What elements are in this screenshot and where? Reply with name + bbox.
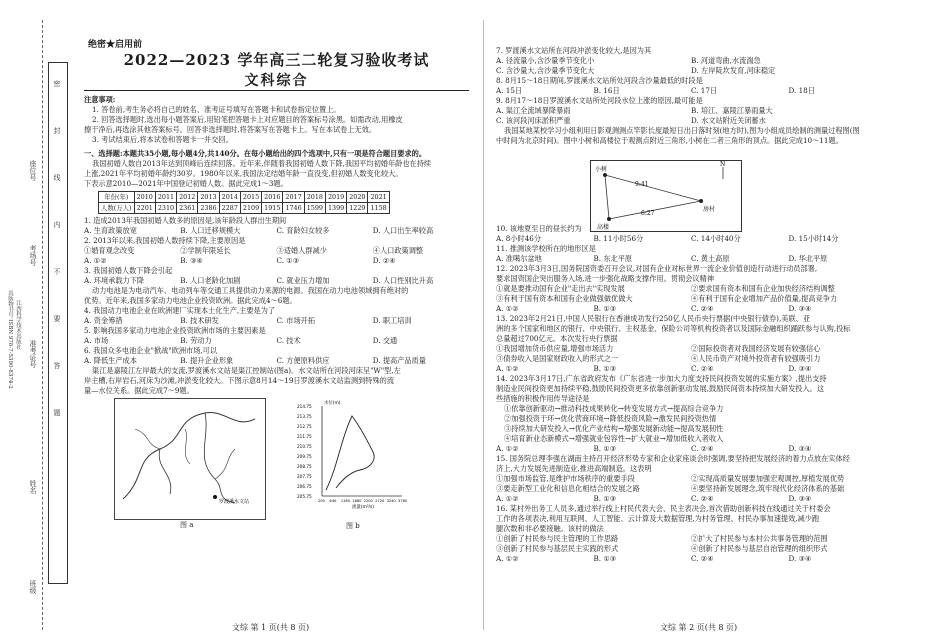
table-cell: 2014 <box>219 192 240 203</box>
answer-option: C. 14小时40分 <box>691 234 741 243</box>
figures <box>84 398 469 530</box>
answer-option: C. 方便原料供应 <box>276 356 330 365</box>
answer-option: ①婚育观念改变 <box>84 246 135 255</box>
answer-option: C. ②④ <box>691 554 714 563</box>
answer-option: C. 市场开拓 <box>276 316 316 325</box>
intro-line: 上涨,2021年平均初婚年龄约30岁。1980年以来,我国法定结婚年龄一直没变,但初婚人数变化较大。 <box>84 169 403 178</box>
answer-option: D. ②④ <box>372 256 396 265</box>
y-tick-label: 214.75 <box>297 404 312 409</box>
intro-line: 中时间为北京时间)。图中小树和高楼位于观测点附近三角形,小树在二者三角形的顶点。据此完成10～11题。 <box>496 136 843 145</box>
seal-char: 内 <box>53 221 61 268</box>
question-stem: 3. 我国初婚人数下降会引起 <box>84 266 173 275</box>
y-tick-label: 205.75 <box>297 494 312 499</box>
table-cell: 2287 <box>219 203 240 214</box>
answer-option: B. 提升企业形象 <box>180 356 234 365</box>
answer-option: D. 水文站附近关闭蓄水 <box>691 116 766 125</box>
question-stem: 些措施的积极作用传导途径是 <box>496 394 590 403</box>
answer-option: ②国际投资者对我国经济发展有较强信心 <box>691 344 821 353</box>
answer-option: ④创新了村民参与基层自治管理的组织形式 <box>691 544 828 553</box>
answer-option: C. 育龄妇女较多 <box>276 226 330 235</box>
table-cell: 2386 <box>198 203 219 214</box>
answer-option: D. 人口性别比升高 <box>372 276 434 285</box>
question-stem: 总量超过700亿元。本次发行央行票据 <box>496 334 618 343</box>
answer-options <box>496 444 886 454</box>
y-axis-label: 水位(m) <box>324 401 341 406</box>
answer-options <box>496 544 886 554</box>
answer-option: A. 准噶尔盆地 <box>496 254 542 263</box>
answer-options <box>84 276 469 286</box>
table-cell: 2010 <box>134 192 155 203</box>
answer-option: B. 劳动力 <box>180 336 212 345</box>
answer-option: D. ③④ <box>788 304 812 313</box>
answer-option: B. 东北平原 <box>593 254 633 263</box>
page-2-body <box>496 46 886 631</box>
answer-option: A. ①② <box>496 554 519 563</box>
y-tick-label: 206.75 <box>297 484 312 489</box>
answer-option: D. ③④ <box>788 554 812 563</box>
answer-options <box>496 354 886 364</box>
answer-option: B. 河道弯曲,水流湍急 <box>691 56 761 65</box>
answer-options <box>496 86 886 96</box>
answer-options <box>496 254 886 264</box>
x-tick-label: 2720 <box>375 499 385 503</box>
question-stem: 4. 我国动力电池企业在欧洲建厂实现本土化生产,主要是为了 <box>84 306 276 315</box>
table-header: 人数(万人) <box>99 203 135 214</box>
answer-option: ④有利于国有企业增加产品价值量,提高竞争力 <box>691 294 838 303</box>
y-tick-label: 213.75 <box>297 414 312 419</box>
answer-options <box>496 494 886 504</box>
seat-number-label: 座位号 <box>29 160 37 181</box>
answer-option: ②实现高质量发展要加强宏观调控,厚植发展优势 <box>691 474 845 483</box>
answer-option: C. 就业压力增加 <box>276 276 330 285</box>
answer-option: B. 技术研发 <box>180 316 219 325</box>
title-rule <box>84 90 469 91</box>
answer-option: ③持续加大研发投入→优化产业结构→增强发展新动能→提高发展韧性 <box>504 424 724 433</box>
answer-options <box>496 294 886 304</box>
seal-char: 答 <box>53 362 61 409</box>
question-stem: 腿次数和非必要接触。该村的做法 <box>496 524 604 533</box>
answer-option: A. ①② <box>496 444 519 453</box>
table-cell: 2019 <box>325 192 346 203</box>
answer-option: B. 16日 <box>593 86 620 95</box>
flow-level-figure <box>296 398 408 530</box>
answer-option: C. ②④ <box>691 304 714 313</box>
binding-sidebar <box>0 0 80 643</box>
question-stem: 济上,大力发展先进制造业,推进高端制造。这表明 <box>496 464 652 473</box>
y-tick-label: 207.75 <box>297 474 312 479</box>
question-stem: 要求国资国企突出服务入场,进一步强化战略支撑作用。贯彻会议精神 <box>496 274 714 283</box>
class-label: 班级 <box>29 580 37 594</box>
answer-option: B. ①③ <box>593 364 617 373</box>
question-stem: 9. 8月17～18日罗渡溪水文站所处河段水位上涨的原因,最可能是 <box>496 96 703 105</box>
ticket-number-label: 准考证号 <box>29 340 37 368</box>
answer-option: C. 黄土高原 <box>691 254 730 263</box>
flow-level-chart <box>296 398 406 510</box>
question-stem: 10. 该地夏至日的昼长约为 <box>496 224 582 233</box>
isbn-text: 出版物书号 ISBN 978-7-5390-8374-2 <box>7 290 13 389</box>
table-cell: 1746 <box>283 203 304 214</box>
question-stem: 14. 2023年3月17日,广东省政府发布《广东省进一步加大力度支持民间投资发展的实施方案》,提出支持 <box>496 374 827 383</box>
y-tick-label: 212.75 <box>297 424 312 429</box>
north-arrow: N <box>720 161 726 168</box>
answer-option: ④人口政策调整 <box>372 246 424 255</box>
x-tick-label: 640 <box>329 499 337 503</box>
notes-line: 1. 答卷前,考生务必将自己的姓名、准考证号填写在答题卡和试卷指定位置上。 <box>92 105 341 114</box>
secret-label: 绝密★启用前 <box>88 40 143 50</box>
table-cell: 1915 <box>262 203 283 214</box>
y-tick-label: 209.75 <box>297 454 312 459</box>
answer-option: B. ①③ <box>593 444 617 453</box>
page-1-body <box>84 95 469 603</box>
y-tick-label: 208.75 <box>297 464 312 469</box>
answer-options <box>496 66 886 76</box>
intro-line: 下表示意2010—2021年中国登记初婚人数。据此完成1～3题。 <box>84 179 288 188</box>
section-heading: 一、选择题:本题共35小题,每小题4分,共140分。在每小题给出的四个选项中,只有一项是符合题目要求的。 <box>84 149 427 158</box>
question-stem: 工作的各项表决,利用互联网、人工智能、云计算及大数据管理,为村务管理、村民办事加速提效,减少跑 <box>496 514 820 523</box>
intro-line: 我国初婚人数自2013年达到顶峰后连续回落。近年来,伴随着我国初婚人数下降,我国平均初婚年龄也在持续 <box>92 159 432 168</box>
question-stem: 洲的多个国家和地区的银行、中央银行、主权基金、保险公司等机构投资者以及国际金融组织踊跃参与认购,投标 <box>496 324 851 333</box>
answer-option: ④人民币资产对境外投资者有较强吸引力 <box>691 354 821 363</box>
seal-text <box>52 80 62 456</box>
table-cell: 2015 <box>240 192 261 203</box>
answer-option: D. ③④ <box>788 364 812 373</box>
answer-option: ③适婚人群减少 <box>276 246 327 255</box>
answer-options <box>84 356 469 366</box>
page-2-footer: 文综 第 2 页(共 8 页) <box>660 623 738 632</box>
question-stem: 制造业民间投资更加持续平稳,鼓励民间投资更多依靠创新驱动发展,鼓励民间资本持续加大研发投入。这 <box>496 384 825 393</box>
seal-char: 不 <box>53 268 61 315</box>
answer-option: A. 生育政策放宽 <box>84 226 137 235</box>
seal-char: 密 <box>53 80 61 127</box>
answer-option: C. 含沙量大,含沙量季节变化大 <box>496 66 595 75</box>
answer-options <box>84 336 469 346</box>
answer-option: B. 培江、嘉陵江暴雨量大 <box>691 106 773 115</box>
answer-option: ②扩大了村民参与本村公共事务管理的范围 <box>691 534 828 543</box>
answer-options <box>84 246 469 256</box>
table-cell: 2109 <box>240 203 261 214</box>
table-header: 年份(年) <box>99 192 135 203</box>
answer-option: C. 17日 <box>691 86 718 95</box>
answer-option: B. ①③ <box>593 494 617 503</box>
answer-option: ②要求国有资本和国有企业加快经济结构调整 <box>691 284 835 293</box>
answer-option: D. 交通 <box>372 336 398 345</box>
answer-option: ①创新了村民参与民主管理的工作思路 <box>496 534 619 543</box>
answer-option: ④要坚持新发展理念,筑牢现代化经济体系的基础 <box>691 484 845 493</box>
answer-option: D. ③④ <box>788 444 812 453</box>
marriage-table <box>98 191 390 214</box>
x-tick-label: 3760 <box>398 499 408 503</box>
question-stem: 7. 罗渡溪水文站所在河段冲淤变化较大,是因为其 <box>496 46 652 55</box>
answer-option: A. ①② <box>496 494 519 503</box>
answer-options <box>84 226 469 236</box>
answer-option: ①就是要推动国有企业"走出去"实现发展 <box>496 284 625 293</box>
answer-options <box>496 474 886 484</box>
table-cell: 2020 <box>347 192 368 203</box>
seal-char: 封 <box>53 127 61 174</box>
answer-option: C. ②④ <box>691 494 714 503</box>
notes-line: 3. 考试结束后,将本试卷和答题卡一并交回。 <box>92 135 233 144</box>
table-cell: 2021 <box>368 192 389 203</box>
answer-option: ①依靠创新驱动→推动科技成果转化→转变发展方式→提高综合竞争力 <box>504 404 724 413</box>
seal-char: 题 <box>53 409 61 456</box>
river-map <box>115 399 265 511</box>
x-axis-label: 流量(m³/s) <box>352 505 375 510</box>
answer-options <box>496 56 886 66</box>
x-tick-label: 1160 <box>340 499 351 503</box>
page-divider <box>483 20 484 630</box>
answer-option: B. 人口迁移规模大 <box>180 226 241 235</box>
table-cell: 2310 <box>155 203 176 214</box>
table-cell: 1229 <box>347 203 368 214</box>
answer-options <box>496 284 886 294</box>
question-stem: 2. 2013年以来,我国初婚人数持续下降,主要原因是 <box>84 236 246 245</box>
shadow-map <box>590 160 742 232</box>
answer-option: B. 11小时56分 <box>593 234 644 243</box>
answer-options <box>496 106 886 116</box>
intro-line: 动力电池是为电动汽车、电动列车等交通工具提供动力来源的电源。我国在动力电池领域拥有绝对的 <box>92 286 409 295</box>
answer-option: ③有利于国有资本和国有企业做强做优做大 <box>496 294 633 303</box>
figure-a-caption: 图 a <box>180 521 194 529</box>
answer-option: ③要走新型工业化和信息化相结合的发展之路 <box>496 484 640 493</box>
answer-option: B. 人口老龄化加剧 <box>180 276 241 285</box>
question-stem: 6. 我国众多电池企业"掀战"欧洲市场,可以 <box>84 346 218 355</box>
table-cell: 2361 <box>177 203 198 214</box>
x-tick-label: 2200 <box>363 499 373 503</box>
answer-option: D. 人口出生率较高 <box>372 226 434 235</box>
answer-option: C. ①③ <box>276 256 300 265</box>
answer-options <box>496 304 886 314</box>
answer-options <box>496 116 886 126</box>
answer-option: A. 降低生产成本 <box>84 356 137 365</box>
x-tick-label: 1680 <box>352 499 362 503</box>
question-stem: 12. 2023年3月3日,国务院国资委召开会议,对国有企业对标世界一流企业价值创造行动进行动员部署, <box>496 264 818 273</box>
answer-option: B. ①③ <box>593 304 617 313</box>
question-stem: 1. 造成2013年我国初婚人数多的原因是,该年龄段人群出生期间 <box>84 216 287 225</box>
page-1-footer: 文综 第 1 页(共 8 页) <box>232 623 310 632</box>
answer-option: A. ①② <box>84 256 107 265</box>
answer-options <box>496 484 886 494</box>
publisher-text: 江西科学技术出版社 <box>15 300 21 350</box>
table-cell: 2011 <box>155 192 176 203</box>
exam-room-label: 考场号 <box>29 245 37 266</box>
table-cell: 1599 <box>304 203 325 214</box>
question-stem: 5. 影响我国多家动力电池企业投资欧洲市场的主要因素是 <box>84 326 266 335</box>
question-stem: 8. 8月15～18日期间,罗渡溪水文站所处河段含沙量最低的时段是 <box>496 76 703 85</box>
time-label: 6:27 <box>641 210 655 217</box>
answer-option: ③债券收入是国家财政收入的形式之一 <box>496 354 619 363</box>
answer-option: A. 资金筹措 <box>84 316 123 325</box>
answer-option: ①我国增加货币供应量,增强市场活力 <box>496 344 614 353</box>
question-stem: 13. 2023年2月21日,中国人民银行在香港成功发行250亿人民币央行票据(中央银行债券),美联、亚 <box>496 314 811 323</box>
table-cell: 2017 <box>283 192 304 203</box>
answer-option: D. 提高产品质量 <box>372 356 426 365</box>
intro-line: 岸主槽,右岸岩石,河床为沙滩,冲淤变化较大。下图示意8月14～19日罗渡溪水文站监测到特殊的流 <box>84 376 395 385</box>
answer-options <box>496 364 886 374</box>
x-tick-label: 200 <box>318 499 325 503</box>
answer-option: D. 左岸陡坎发育,河床稳定 <box>691 66 776 75</box>
table-cell: 1399 <box>325 203 346 214</box>
answer-option: B. ③④ <box>180 256 203 265</box>
answer-option: ②加强投资于环→优化营商环境→降低投资风险→激发民间投资热情 <box>504 414 717 423</box>
house-label: 房村 <box>703 206 716 213</box>
answer-option: C. ②④ <box>691 364 714 373</box>
answer-option: A. ①② <box>496 364 519 373</box>
answer-options <box>84 316 469 326</box>
notes-line: 2. 回答选择题时,选出每小题答案后,用铅笔把答题卡上对应题目的答案标号涂黑。如需改动,用橡皮 <box>92 115 403 124</box>
intro-line: 量—水位关系。据此完成7～9题。 <box>84 386 194 395</box>
small-tree-label: 小树 <box>595 166 608 173</box>
table-cell: 2016 <box>262 192 283 203</box>
seal-char: 要 <box>53 315 61 362</box>
answer-options <box>496 344 886 354</box>
exam-subtitle: 文科综合 <box>244 73 309 89</box>
loop-curve <box>326 416 374 490</box>
seal-char: 线 <box>53 174 61 221</box>
answer-option: A. 环境承载力下降 <box>84 276 145 285</box>
answer-option: ③创新了村民参与基层民主实践的形式 <box>496 544 619 553</box>
answer-option: D. 18日 <box>788 86 815 95</box>
answer-option: A. 渠江全流域暴降暴雨 <box>496 106 571 115</box>
time-label: 9:41 <box>635 181 649 188</box>
intro-line: 我国某地某校学习小组利用日影观测测点竿影长度最短日出日落时刻(地方时),图为小组成员绘制的测量过程图(图 <box>504 126 860 135</box>
answer-option: A. 8小时46分 <box>496 234 542 243</box>
answer-option: A. ①② <box>496 304 519 313</box>
answer-option: A. 市场 <box>84 336 109 345</box>
table-cell: 2013 <box>198 192 219 203</box>
x-tick-label: 3240 <box>386 499 396 503</box>
name-label: 姓名 <box>29 480 37 494</box>
answer-option: ②学制年限延长 <box>180 246 231 255</box>
answer-option: C. ②④ <box>691 444 714 453</box>
y-tick-label: 210.75 <box>297 444 312 449</box>
answer-options <box>496 534 886 544</box>
table-cell: 2201 <box>134 203 155 214</box>
answer-option: C. 该河段河床淤积严重 <box>496 116 571 125</box>
answer-option: ①加强市场监管,是维护市场秩序的重要手段 <box>496 474 635 483</box>
answer-option: ④培育新业态新模式→增强就业包容性→扩大就业→增加低收入者收入 <box>504 434 724 443</box>
intro-line: 优势。近年来,我国多家动力电池企业投资欧洲。据此完成4～6题。 <box>84 296 297 305</box>
building-label: 高楼 <box>597 224 610 231</box>
notes-heading: 注意事项: <box>84 95 116 104</box>
exam-title: 2022—2023 学年高三二轮复习验收考试 <box>123 51 430 69</box>
intro-line: 渠江是嘉陵江左岸最大的支流,罗渡溪水文站是渠江控制站(图a)。水文站所在河段河床呈"W"型,左 <box>92 366 401 375</box>
question-stem: 16. 某村外出务工人员多,通过举行线上村民代表大会、民主表决会,首次借助创新科技在线通过关于村委会 <box>496 504 831 513</box>
station-label: 罗渡溪水文站 <box>219 499 250 505</box>
cut-line <box>42 20 43 630</box>
table-cell: 2018 <box>304 192 325 203</box>
question-stem: 15. 国务院总理李强在湖南主持召开经济形势专家和企业家座谈会时强调,要坚持把发展经济的着力点放在实体经 <box>496 454 850 463</box>
answer-options <box>496 234 886 244</box>
river-map-figure <box>114 398 266 529</box>
answer-options <box>496 554 886 564</box>
answer-option: D. 职工培训 <box>372 316 412 325</box>
answer-option: A. 径流量小,含沙量季节变化小 <box>496 56 595 65</box>
answer-option: A. 15日 <box>496 86 523 95</box>
table-cell: 1158 <box>368 203 389 214</box>
station-marker <box>213 495 217 499</box>
figure-b-caption: 图 b <box>346 522 360 530</box>
answer-option: D. 华北平原 <box>788 254 828 263</box>
y-tick-label: 211.75 <box>297 434 312 439</box>
answer-option: D. ③④ <box>788 494 812 503</box>
question-stem: 11. 推测该学校所在的地形区是 <box>496 244 596 253</box>
answer-option: D. 15小时14分 <box>788 234 839 243</box>
answer-option: C. 技术 <box>276 336 301 345</box>
answer-option: B. ①③ <box>593 554 617 563</box>
answer-options <box>84 256 469 266</box>
table-cell: 2012 <box>177 192 198 203</box>
notes-line: 擦干净后,再选涂其他答案标号。回答非选择题时,将答案写在答题卡上。写在本试卷上无效。 <box>84 125 377 134</box>
